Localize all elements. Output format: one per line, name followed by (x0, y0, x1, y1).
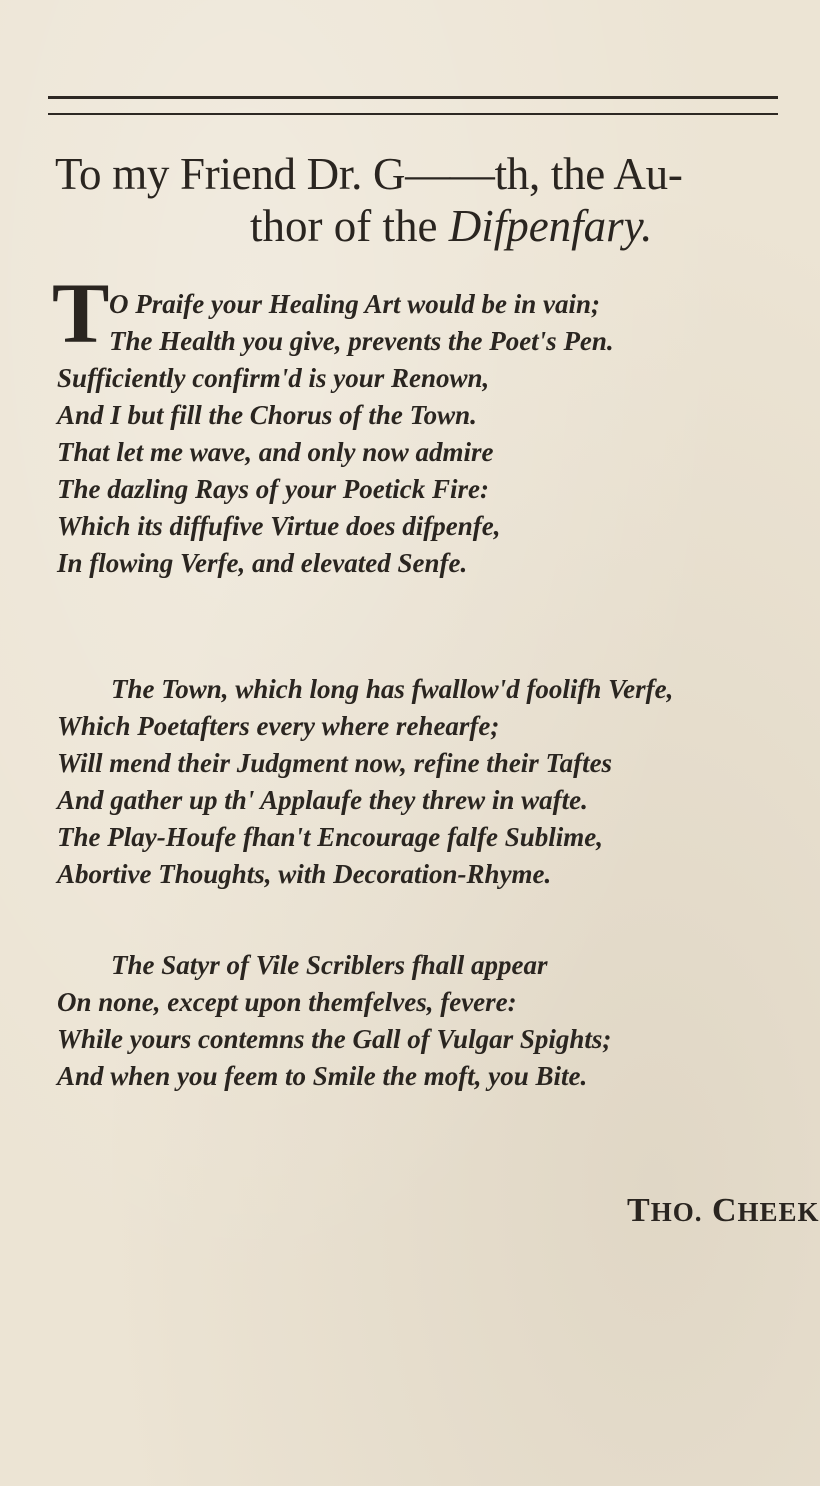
poem-line: Abortive Thoughts, with Decoration-Rhyme. (57, 859, 552, 889)
signature (627, 1192, 820, 1230)
stanza-1 (57, 286, 777, 582)
poem-line: Which its diffufive Virtue does difpenfe, (57, 511, 501, 541)
signature-initial-first: T (627, 1192, 651, 1229)
signature-last-rest: HEEK (737, 1197, 820, 1227)
signature-initial-last: C (711, 1192, 738, 1229)
poem-line: On none, except upon themfelves, fevere: (57, 987, 517, 1017)
top-double-rule (48, 96, 778, 99)
stanza-3 (57, 947, 777, 1095)
poem-line: The Satyr of Vile Scriblers fhall appear (111, 950, 548, 980)
drop-cap: T (52, 265, 110, 361)
poem-line: Sufficiently confirm'd is your Renown, (57, 363, 490, 393)
poem-line: The Town, which long has fwallow'd foolifh Verfe, (111, 674, 674, 704)
stanza-2 (57, 671, 777, 893)
poem-line: While yours contemns the Gall of Vulgar Spights; (57, 1024, 612, 1054)
poem-line: And gather up th' Applaufe they threw in wafte. (57, 785, 588, 815)
poem-line: And I but fill the Chorus of the Town. (57, 400, 477, 430)
poem-line: And when you feem to Smile the moft, you Bite. (57, 1061, 588, 1091)
poem-line: Will mend their Judgment now, refine their Taftes (57, 748, 613, 778)
poem-heading (55, 148, 785, 252)
heading-line-2 (55, 200, 785, 252)
poem-line: Which Poetafters every where rehearfe; (57, 711, 500, 741)
heading-line-2-prefix: thor of the (250, 201, 449, 251)
poem-line: In flowing Verfe, and elevated Senfe. (57, 548, 468, 578)
signature-first-rest: HO. (650, 1197, 703, 1227)
poem-line: The Play-Houfe fhan't Encourage falfe Sublime, (57, 822, 603, 852)
top-thin-rule (48, 113, 778, 115)
poem-line: The dazling Rays of your Poetick Fire: (57, 474, 489, 504)
heading-line-1: To my Friend Dr. G——th, the Au- (55, 149, 683, 199)
poem-line: The Health you give, prevents the Poet's Pen. (109, 326, 614, 356)
poem-line: That let me wave, and only now admire (57, 437, 494, 467)
poem-line: O Praife your Healing Art would be in vain; (109, 289, 601, 319)
heading-work-title: Difpenfary. (448, 201, 653, 251)
